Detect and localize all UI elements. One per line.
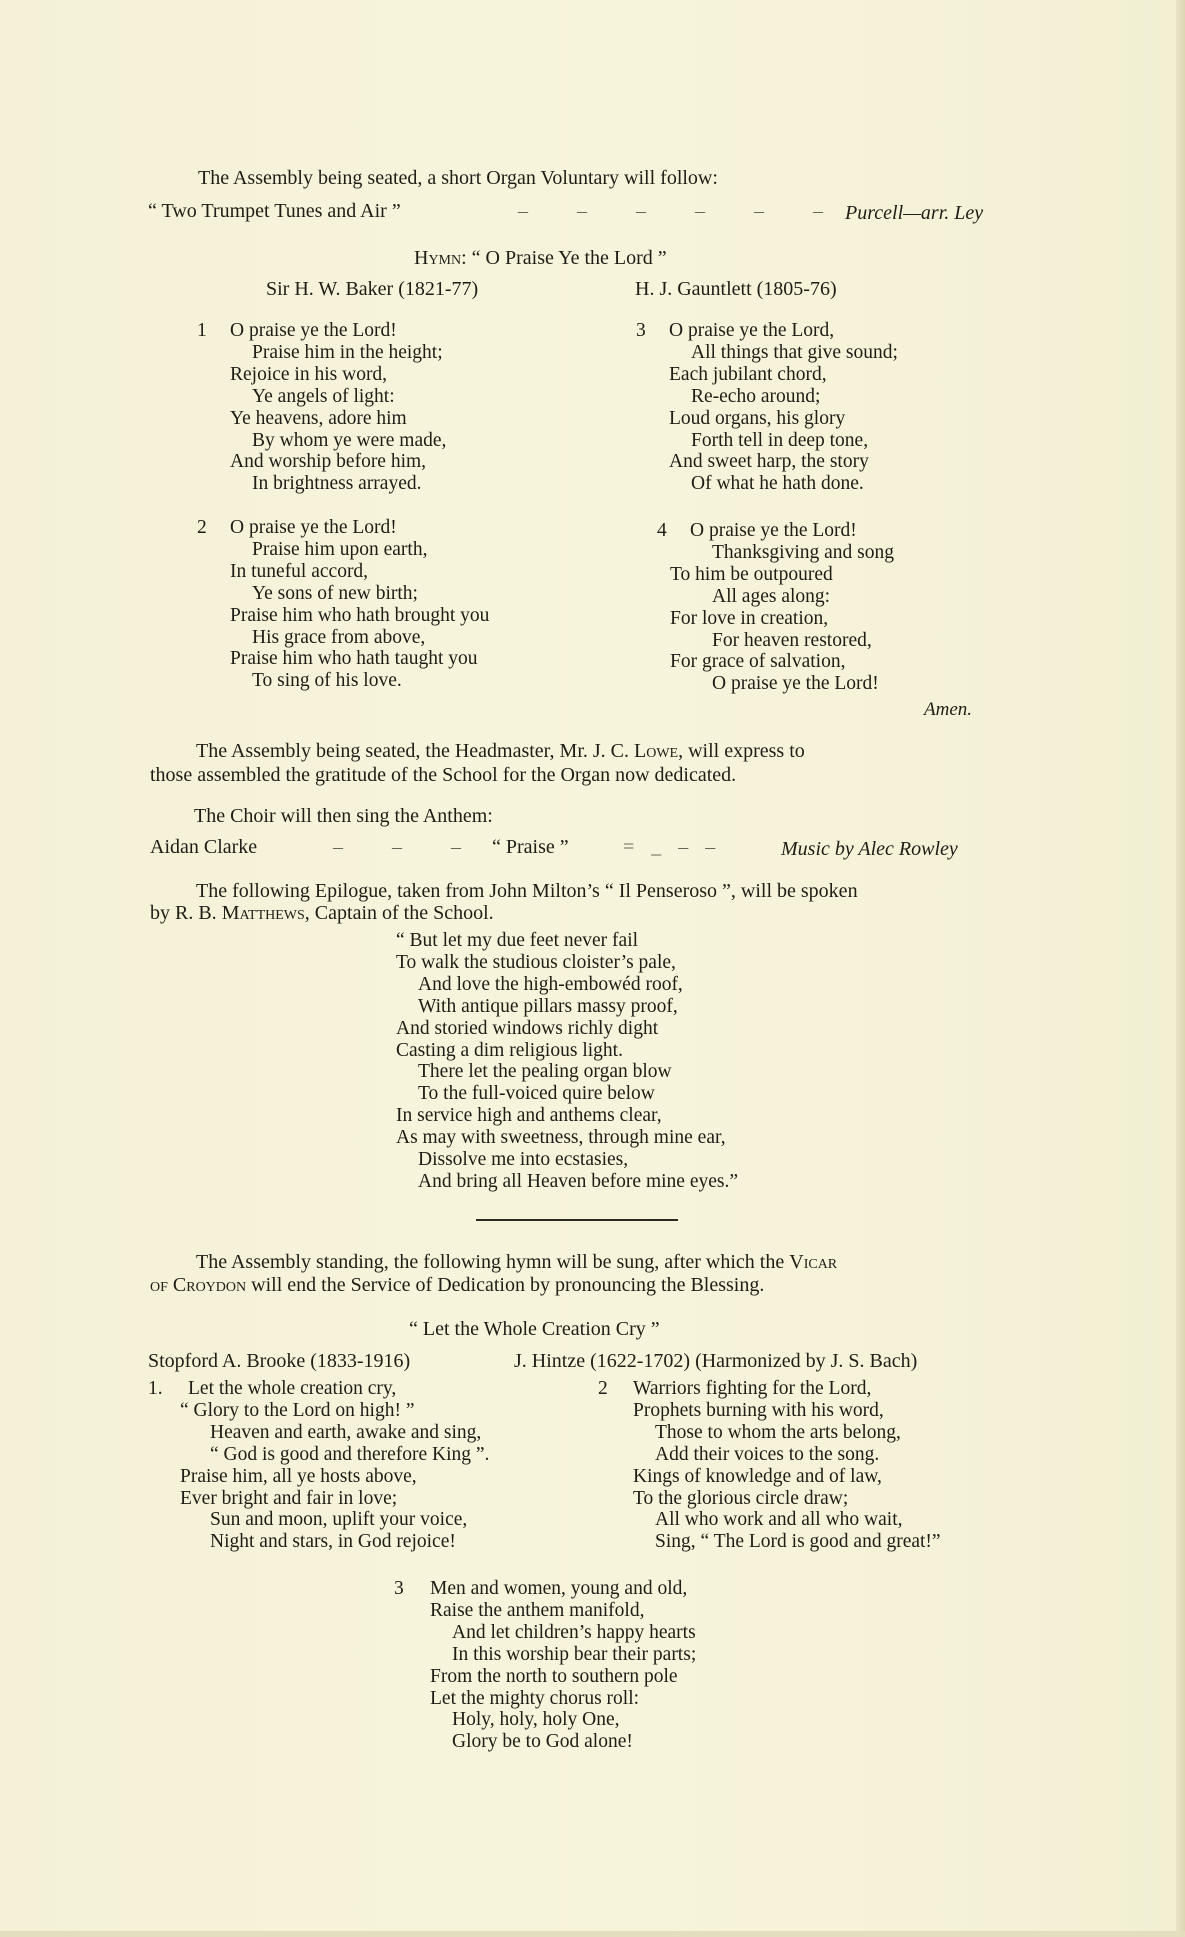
- il-penseroso-poem: [396, 930, 738, 1193]
- verse-line: His grace from above,: [252, 626, 426, 648]
- anthem-singer: Aidan Clarke: [150, 836, 258, 858]
- verse-line: By whom ye were made,: [252, 429, 447, 451]
- verse-line: Forth tell in deep tone,: [691, 429, 869, 451]
- verse-line: To him be outpoured: [670, 563, 833, 585]
- page-edge-right: [1176, 0, 1185, 1937]
- poem-line: Dissolve me into ecstasies,: [418, 1149, 629, 1171]
- verse-line: Warriors fighting for the Lord,: [633, 1378, 872, 1399]
- verse-line: Of what he hath done.: [691, 473, 864, 495]
- text-run: The Assembly standing, the following hymn will be sung, after which the: [196, 1251, 790, 1273]
- verse-line: O praise ye the Lord,: [669, 320, 835, 341]
- verse-line: “ God is good and therefore King ”.: [210, 1443, 490, 1465]
- hymn1-verse-4: [657, 520, 894, 695]
- verse-line: For heaven restored,: [712, 629, 872, 651]
- verse-line: All who work and all who wait,: [655, 1509, 903, 1531]
- epilogue-line-1: The following Epilogue, taken from John Milton’s “ Il Penseroso ”, will be spoken: [196, 880, 858, 902]
- verse-line: Rejoice in his word,: [230, 363, 388, 385]
- hymn1-verse-3: [636, 320, 898, 495]
- anthem-dashes-left: – – –: [333, 836, 483, 858]
- verse-number: 1.: [148, 1378, 163, 1399]
- verse-line: Re-echo around;: [691, 385, 821, 407]
- verse-line: Those to whom the arts belong,: [655, 1421, 901, 1443]
- verse-line: Heaven and earth, awake and sing,: [210, 1421, 482, 1443]
- text-run: , Captain of the School.: [304, 902, 494, 924]
- verse-line: In this worship bear their parts;: [452, 1643, 697, 1665]
- verse-line: Loud organs, his glory: [669, 407, 846, 429]
- poem-line: And bring all Heaven before mine eyes.”: [418, 1170, 738, 1192]
- verse-number: 4: [657, 520, 667, 541]
- anthem-title: “ Praise ”: [492, 836, 569, 858]
- verse-line: All ages along:: [712, 585, 831, 607]
- poem-line: In service high and anthems clear,: [396, 1105, 662, 1127]
- anthem-dashes-right: = _ – –: [623, 836, 722, 858]
- verse-line: Each jubilant chord,: [669, 363, 827, 385]
- verse-line: Praise him who hath taught you: [230, 648, 478, 670]
- verse-line: Night and stars, in God rejoice!: [210, 1531, 456, 1553]
- text-run: , will express to: [678, 740, 805, 762]
- hymn1-amen: Amen.: [924, 699, 973, 720]
- final-line-2: [150, 1274, 764, 1297]
- verse-line: To sing of his love.: [252, 670, 402, 692]
- poem-line: To walk the studious cloister’s pale,: [396, 951, 676, 973]
- poem-line: And love the high-embowéd roof,: [418, 973, 683, 995]
- verse-line: Add their voices to the song.: [655, 1443, 880, 1465]
- poem-line: With antique pillars massy proof,: [418, 995, 678, 1017]
- verse-line: From the north to southern pole: [430, 1665, 678, 1687]
- poem-line: To the full-voiced quire below: [418, 1083, 655, 1105]
- verse-line: O praise ye the Lord!: [230, 517, 397, 538]
- hymn2-verse-3: [394, 1578, 697, 1753]
- verse-number: 3: [394, 1578, 404, 1599]
- verse-line: Ye angels of light:: [252, 385, 395, 407]
- text-run: The Assembly being seated, the Headmaster, Mr. J. C.: [196, 740, 634, 762]
- verse-line: Praise him in the height;: [252, 341, 443, 363]
- voluntary-title: “ Two Trumpet Tunes and Air ”: [148, 200, 401, 222]
- verse-line: Praise him who hath brought you: [230, 604, 490, 626]
- voluntary-dashes: – – – – – –: [518, 200, 845, 222]
- verse-line: Glory be to God alone!: [452, 1731, 633, 1753]
- verse-number: 3: [636, 320, 646, 341]
- verse-line: All things that give sound;: [691, 341, 898, 363]
- hymn-label: Hymn: [414, 247, 462, 269]
- verse-line: “ Glory to the Lord on high! ”: [180, 1399, 415, 1421]
- text-run: by R. B.: [150, 902, 222, 924]
- verse-number: 1: [197, 320, 207, 341]
- poem-line: As may with sweetness, through mine ear,: [396, 1127, 726, 1149]
- verse-line: Sing, “ The Lord is good and great!”: [655, 1531, 941, 1553]
- verse-line: Kings of knowledge and of law,: [633, 1465, 882, 1487]
- verse-line: Holy, holy, holy One,: [452, 1709, 620, 1731]
- verse-number: 2: [598, 1378, 608, 1399]
- hymn2-author: Stopford A. Brooke (1833-1916): [148, 1350, 411, 1372]
- verse-line: Men and women, young and old,: [430, 1578, 688, 1599]
- verse-line: Let the whole creation cry,: [188, 1378, 397, 1399]
- verse-line: Thanksgiving and song: [712, 541, 894, 563]
- hymn1-heading: [414, 247, 667, 270]
- verse-line: And let children’s happy hearts: [452, 1621, 696, 1643]
- verse-line: Let the mighty chorus roll:: [430, 1687, 640, 1709]
- headmaster-line-1: [196, 740, 805, 763]
- poem-line: Casting a dim religious light.: [396, 1039, 623, 1061]
- verse-line: Prophets burning with his word,: [633, 1399, 884, 1421]
- verse-line: Praise him, all ye hosts above,: [180, 1465, 417, 1487]
- verse-line: For grace of salvation,: [670, 651, 846, 673]
- text-run: will end the Service of Dedication by pronouncing the Blessing.: [246, 1274, 765, 1296]
- verse-line: O praise ye the Lord!: [230, 320, 397, 341]
- hymn1-verse-2: [197, 517, 490, 692]
- verse-number: 2: [197, 517, 207, 538]
- poem-line: “ But let my due feet never fail: [396, 930, 639, 951]
- captain-name: Matthews: [221, 902, 305, 924]
- anthem-intro: The Choir will then sing the Anthem:: [194, 805, 493, 827]
- hymn2-verse-1: [148, 1378, 490, 1553]
- poem-line: And storied windows richly dight: [396, 1017, 659, 1039]
- verse-line: Ye sons of new birth;: [252, 582, 418, 604]
- voluntary-composer: Purcell—arr. Ley: [845, 202, 984, 224]
- verse-line: O praise ye the Lord!: [712, 673, 879, 695]
- verse-line: In tuneful accord,: [230, 560, 369, 582]
- verse-line: To the glorious circle draw;: [633, 1487, 849, 1509]
- verse-line: Praise him upon earth,: [252, 538, 428, 560]
- anthem-music: Music by Alec Rowley: [781, 838, 958, 860]
- section-divider: [476, 1219, 678, 1221]
- voluntary-intro: The Assembly being seated, a short Organ Voluntary will follow:: [198, 167, 718, 189]
- final-line-1: [196, 1251, 837, 1274]
- hymn2-verse-2: [598, 1378, 941, 1553]
- page-edge-bottom: [0, 1931, 1185, 1937]
- hymn1-composer: H. J. Gauntlett (1805-76): [635, 278, 837, 300]
- verse-line: Sun and moon, uplift your voice,: [210, 1509, 468, 1531]
- epilogue-line-2: [150, 902, 494, 925]
- poem-line: There let the pealing organ blow: [418, 1061, 672, 1083]
- verse-line: Ye heavens, adore him: [230, 407, 407, 429]
- hymn2-composer: J. Hintze (1622-1702) (Harmonized by J. S. Bach): [514, 1350, 918, 1372]
- verse-line: Raise the anthem manifold,: [430, 1599, 645, 1621]
- headmaster-name: Lowe: [634, 740, 679, 762]
- hymn1-verse-1: [197, 320, 447, 495]
- hymn1-title: : “ O Praise Ye the Lord ”: [461, 247, 667, 269]
- verse-line: And sweet harp, the story: [669, 451, 869, 473]
- verse-line: And worship before him,: [230, 451, 427, 473]
- hymn1-author: Sir H. W. Baker (1821-77): [266, 278, 479, 300]
- headmaster-line-2: those assembled the gratitude of the School for the Organ now dedicated.: [150, 764, 737, 786]
- verse-line: In brightness arrayed.: [252, 473, 422, 495]
- croydon-title: of Croydon: [150, 1274, 247, 1296]
- hymn2-title: “ Let the Whole Creation Cry ”: [409, 1318, 660, 1340]
- verse-line: For love in creation,: [670, 607, 829, 629]
- verse-line: O praise ye the Lord!: [690, 520, 857, 541]
- vicar-title: Vicar: [789, 1251, 838, 1273]
- verse-line: Ever bright and fair in love;: [180, 1487, 398, 1509]
